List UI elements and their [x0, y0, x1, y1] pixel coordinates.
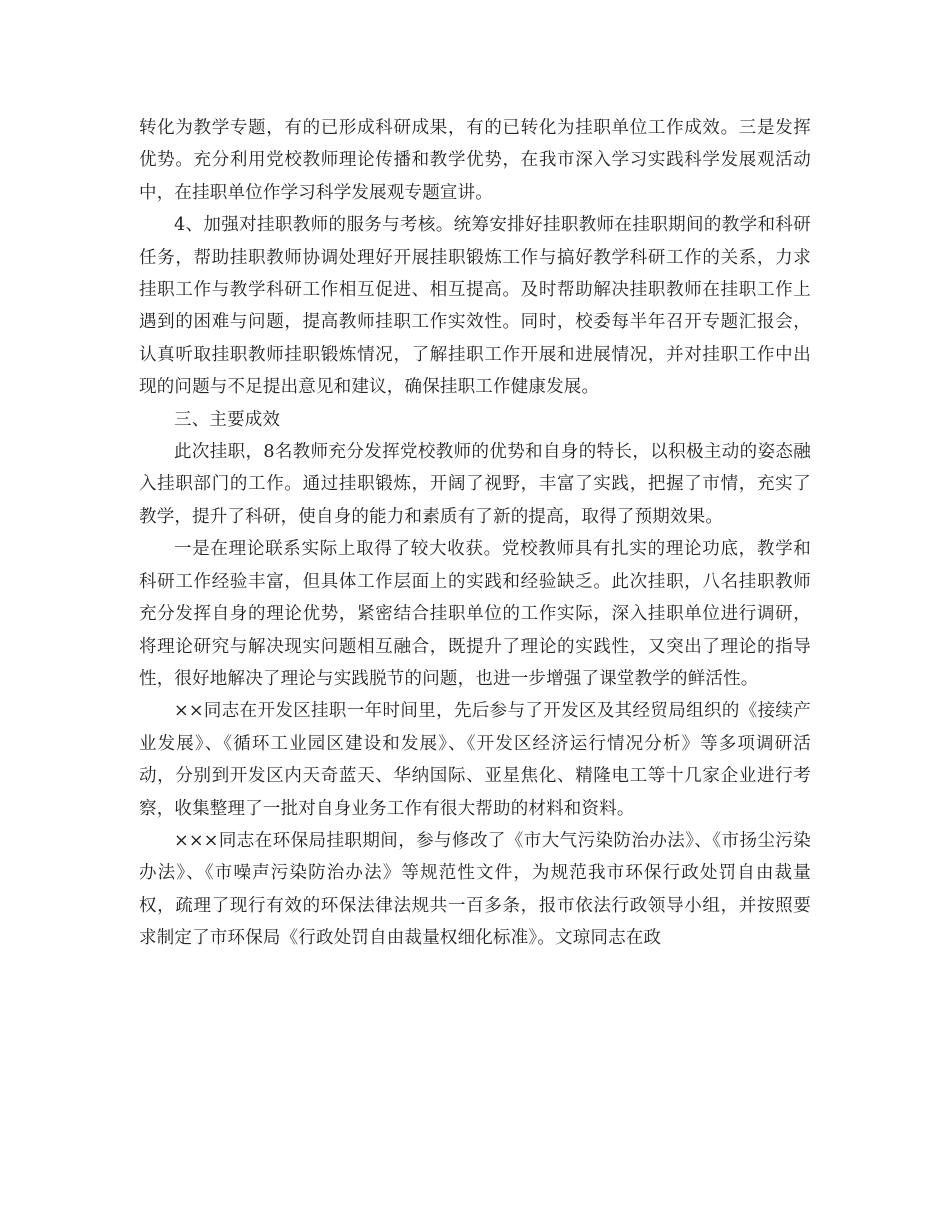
paragraph-teacher-service-assessment: 4、加强对挂职教师的服务与考核。统筹安排好挂职教师在挂职期间的教学和科研任务，帮助挂职教师协调处理好开展挂职锻炼工作与搞好教学科研工作的关系，力求挂职工作与教学科研工作相互促进、相互提高。及时帮助解决挂职教师在挂职工作上遇到的困难与问题，提高教师挂职工作实效性。同时，校委每半年召开专题汇报会，认真听取挂职教师挂职锻炼情况，了解挂职工作开展和进展情况，并对挂职工作中出现的问题与不足提出意见和建议，确保挂职工作健康发展。 [139, 215, 811, 398]
paragraph-results-overview: 此次挂职，8名教师充分发挥党校教师的优势和自身的特长，以积极主动的姿态融入挂职部门的工作。通过挂职锻炼，开阔了视野，丰富了实践，把握了市情，充实了教学，提升了科研，使自身的能力和素质有了新的提高，取得了预期效果。 [139, 442, 811, 527]
paragraph-theory-practice: 一是在理论联系实际上取得了较大收获。党校教师具有扎实的理论功底，教学和科研工作经验丰富，但具体工作层面上的实践和经验缺乏。此次挂职，八名挂职教师充分发挥自身的理论优势，紧密结合挂职单位的工作实际，深入挂职单位进行调研，将理论研究与解决现实问题相互融合，既提升了理论的实践性，又突出了理论的指导性，很好地解决了理论与实践脱节的问题，也进一步增强了课堂教学的鲜活性。 [139, 539, 811, 689]
document-body [139, 112, 811, 955]
paragraph-continuation: 转化为教学专题，有的已形成科研成果，有的已转化为挂职单位工作成效。三是发挥优势。充分利用党校教师理论传播和教学优势，在我市深入学习实践科学发展观活动中，在挂职单位作学习科学发展观专题宣讲。 [139, 118, 811, 203]
paragraph-development-zone: ××同志在开发区挂职一年时间里，先后参与了开发区及其经贸局组织的《接续产业发展》、《循环工业园区建设和发展》、《开发区经济运行情况分析》等多项调研活动，分别到开发区内天奇蓝天、华纳国际、亚星焦化、精隆电工等十几家企业进行考察，收集整理了一批对自身业务工作有很大帮助的材料和资料。 [139, 701, 811, 819]
section-heading-main-results: 三、主要成效 [174, 409, 281, 430]
paragraph-environmental-bureau: ×××同志在环保局挂职期间，参与修改了《市大气污染防治办法》、《市扬尘污染办法》、《市噪声污染防治办法》等规范性文件，为规范我市环保行政处罚自由裁量权，疏理了现行有效的环保法律法规共一百多条，报市依法行政领导小组，并按照要求制定了市环保局《行政处罚自由裁量权细化标准》。文琼同志在政 [139, 830, 811, 949]
